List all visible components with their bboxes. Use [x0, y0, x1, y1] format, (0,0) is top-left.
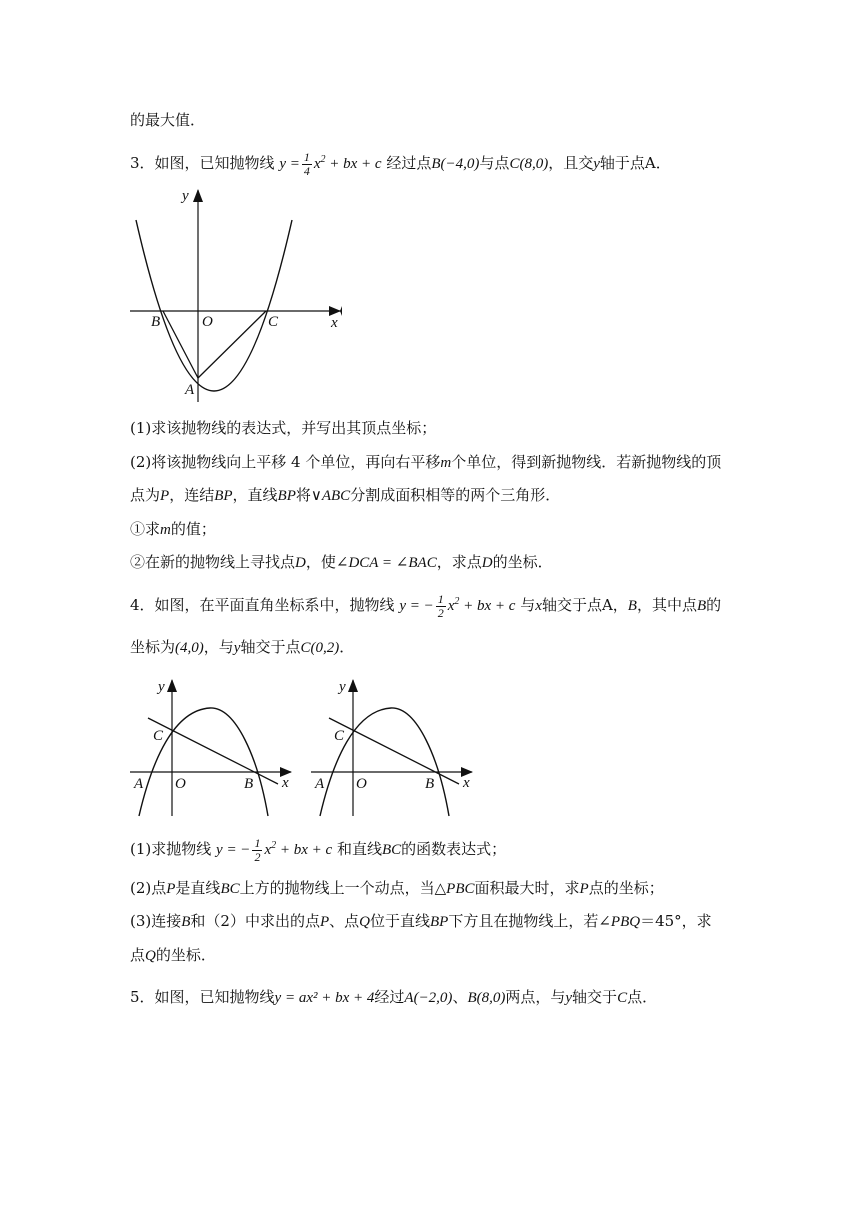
question-3-sub-2: ②在新的抛物线上寻找点D，使∠DCA = ∠BAC，求点D的坐标． — [130, 553, 553, 571]
point-b: B(−4,0) — [431, 156, 480, 172]
y-axis-arrow — [193, 189, 203, 202]
question-4-part-3-cont: 点Q的坐标． — [130, 946, 216, 964]
label-x: x — [463, 775, 470, 791]
segment-ab — [163, 311, 198, 378]
label-y: y — [339, 679, 346, 695]
label-b: B — [425, 776, 435, 792]
question-4-figure-right — [309, 676, 479, 818]
question-4-part-3: (3)连接B和（2）中求出的点P、点Q位于直线BP下方且在抛物线上，若∠PBQ＝45°，求 — [130, 912, 712, 930]
y-axis-arrow — [167, 679, 177, 692]
point-b: B(8,0) — [467, 990, 506, 1006]
label-a: A — [134, 776, 144, 792]
point-c: C(8,0) — [509, 156, 549, 172]
question-4-figure-left — [128, 676, 298, 818]
question-5-stem: 5．如图，已知抛物线y = ax² + bx + 4经过A(−2,0)、B(8,0)两点，与y轴交于C点． — [130, 988, 658, 1006]
point-a: A(−2,0) — [404, 990, 453, 1006]
label-o: O — [175, 776, 186, 792]
parabola-equation: y = $\frac{1}{4}$ $x^2$ + bx + c — [279, 150, 382, 179]
label-a: A — [185, 382, 195, 398]
previous-question-tail — [130, 110, 205, 130]
line-bc — [148, 718, 278, 784]
parabola-equation: y = − $\frac{1}{2}$ $x^2$ + bx + c — [399, 592, 516, 621]
label-b: B — [244, 776, 254, 792]
y-axis-arrow — [348, 679, 358, 692]
question-4-part-2: (2)点P是直线BC上方的抛物线上一个动点，当△PBC面积最大时，求P点的坐标； — [130, 879, 664, 897]
label-c: C — [334, 728, 345, 744]
question-3-sub-1: ①求m的值； — [130, 520, 216, 538]
question-number: 4．如图，在平面直角坐标系中，抛物线 — [130, 596, 395, 614]
text: 的最大值． — [130, 111, 206, 129]
label-a: A — [315, 776, 325, 792]
point-b: (4,0) — [175, 640, 204, 656]
question-4-stem-cont: 坐标为(4,0)，与y轴交于点C(0,2)． — [130, 638, 355, 656]
parabola — [136, 220, 292, 391]
parabola-equation: y = ax² + bx + 4 — [274, 990, 375, 1006]
question-4-part-1: (1)求抛物线 y = − $\frac{1}{2}$ $x^2$ + bx + c 和直线BC的函数表达式； — [130, 836, 507, 865]
label-c: C — [268, 314, 279, 330]
question-4-stem: 4．如图，在平面直角坐标系中，抛物线 y = − $\frac{1}{2}$ $x^2$ + bx + c 与x轴交于点A，B，其中点B的 — [130, 592, 722, 621]
question-3-part-2-cont: 点为P，连结BP，直线BP将∨ABC分割成面积相等的两个三角形． — [130, 486, 561, 504]
label-x: x — [331, 315, 338, 331]
label-c: C — [153, 728, 164, 744]
question-3-part-2: (2)将该抛物线向上平移 4 个单位，再向右平移m个单位，得到新抛物线．若新抛物线的顶 — [130, 453, 722, 471]
label-y: y — [182, 188, 189, 204]
label-o: O — [202, 314, 213, 330]
parabola — [320, 708, 449, 816]
label-b: B — [151, 314, 161, 330]
question-3-part-1: (1)求该抛物线的表达式，并写出其顶点坐标； — [130, 419, 437, 437]
line-bc — [329, 718, 459, 784]
question-number: 3．如图，已知抛物线 — [130, 154, 275, 172]
parabola — [139, 708, 268, 816]
point-c: C(0,2) — [300, 640, 340, 656]
label-o: O — [356, 776, 367, 792]
label-y: y — [158, 679, 165, 695]
label-x: x — [282, 775, 289, 791]
question-3-stem: 3．如图，已知抛物线 y = $\frac{1}{4}$ $x^2$ + bx + c 经过点B(−4,0)与点C(8,0)，且交y轴于点A． — [130, 150, 671, 179]
question-number: 5．如图，已知抛物线 — [130, 988, 275, 1006]
question-3-figure — [126, 180, 350, 405]
